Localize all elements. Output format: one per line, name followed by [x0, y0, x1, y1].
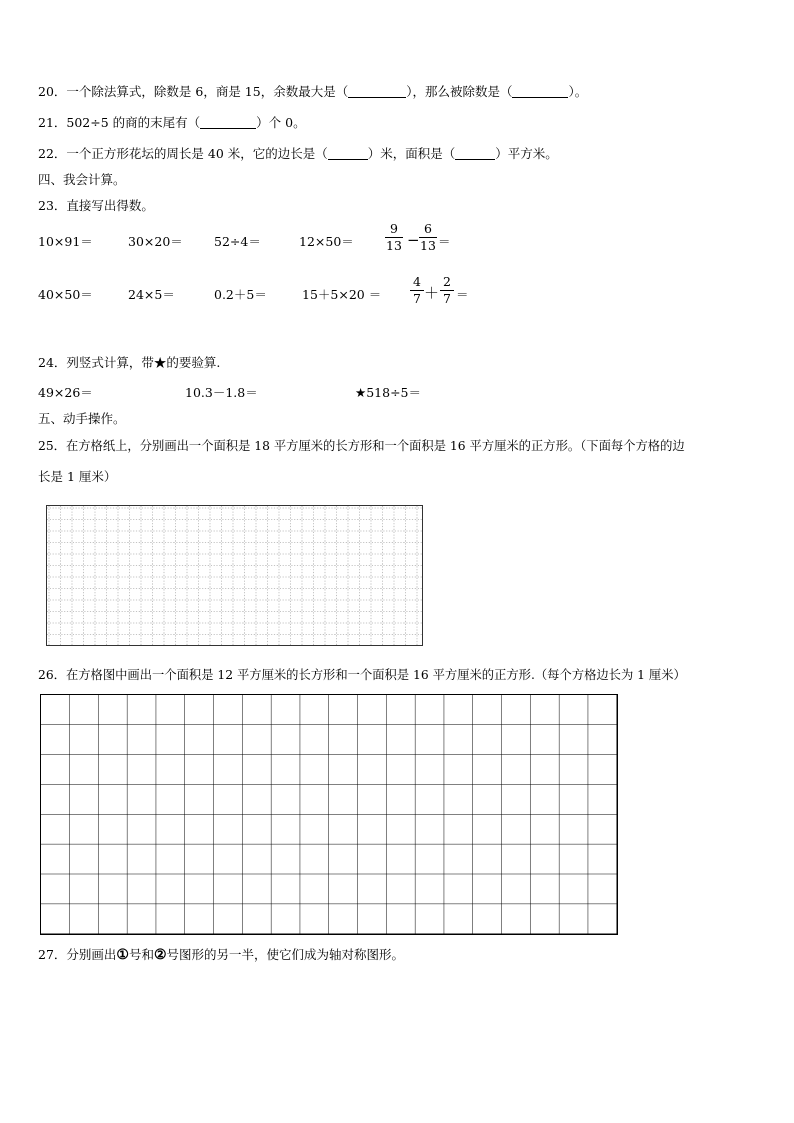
equals-sign: ＝ [438, 234, 451, 249]
question-21-text-a: 21．502÷5 的商的末尾有（ [38, 115, 201, 130]
calc-item: 10.3－1.8＝ [185, 385, 258, 400]
dotted-grid-lines [47, 506, 422, 645]
question-21 [38, 115, 306, 131]
figure-2-mark: ② [153, 947, 167, 963]
question-27-text-c: 号图形的另一半，使它们成为轴对称图形。 [166, 947, 405, 962]
denominator: 13 [420, 238, 436, 253]
square-grid[interactable] [40, 694, 618, 935]
figure-1-mark: ① [116, 947, 129, 963]
answer-blank-20a[interactable] [348, 85, 406, 98]
question-20-text-a: 20．一个除法算式，除数是 6，商是 15，余数最大是（ [38, 84, 349, 99]
denominator: 13 [386, 238, 402, 253]
calc-item: 10×91＝ [38, 234, 93, 249]
section-5-heading: 五、动手操作。 [38, 411, 126, 426]
calc-item: 12×50＝ [299, 234, 354, 249]
question-26: 26．在方格图中画出一个面积是 12 平方厘米的长方形和一个面积是 16 平方厘米的正方形.（每个方格边长为 1 厘米） [38, 668, 686, 682]
answer-blank-22a[interactable] [328, 147, 368, 160]
equals-sign: ＝ [456, 287, 469, 302]
numerator: 6 [424, 221, 432, 236]
question-25-line1: 25．在方格纸上，分别画出一个面积是 18 平方厘米的长方形和一个面积是 16 平方厘米的正方形。（下面每个方格的边 [38, 439, 685, 453]
question-27-text-a: 27．分别画出 [38, 947, 117, 962]
calc-item: 24×5＝ [128, 287, 175, 302]
question-27 [38, 947, 404, 963]
answer-blank-21[interactable] [200, 116, 256, 129]
question-24-title: 24．列竖式计算，带★的要验算. [38, 355, 221, 370]
calc-item: 15＋5×20 ＝ [302, 287, 382, 302]
dotted-grid-paper[interactable] [46, 505, 423, 646]
calc-item: 49×26＝ [38, 385, 93, 400]
question-21-text-b: ）个 0。 [256, 115, 306, 130]
denominator: 7 [413, 291, 421, 306]
minus-sign: − [407, 231, 420, 249]
question-23-title: 23．直接写出得数。 [38, 198, 154, 213]
calc-item: 30×20＝ [128, 234, 183, 249]
numerator: 9 [390, 221, 398, 236]
answer-blank-22b[interactable] [455, 147, 495, 160]
calc-item: ★518÷5＝ [355, 385, 421, 400]
question-27-text-b: 号和 [128, 947, 154, 962]
question-25-line2: 长是 1 厘米） [38, 469, 117, 484]
question-20 [38, 84, 587, 100]
fraction [440, 275, 454, 306]
question-22 [38, 146, 558, 162]
question-22-text-c: ）平方米。 [495, 146, 558, 161]
plus-sign: ＋ [424, 284, 440, 302]
calc-item: 52÷4＝ [214, 234, 261, 249]
section-4-heading: 四、我会计算。 [38, 172, 126, 187]
numerator: 2 [443, 274, 451, 289]
denominator: 7 [443, 291, 451, 306]
square-grid-lines [41, 695, 617, 934]
calc-item: 0.2＋5＝ [214, 287, 267, 302]
question-20-text-b: ），那么被除数是（ [406, 84, 513, 99]
fraction [385, 222, 403, 253]
fraction [410, 275, 424, 306]
question-22-text-a: 22．一个正方形花坛的周长是 40 米，它的边长是（ [38, 146, 328, 161]
question-20-text-c: ）。 [568, 84, 588, 99]
calc-item: 40×50＝ [38, 287, 93, 302]
answer-blank-20b[interactable] [512, 85, 568, 98]
question-22-text-b: ）米，面积是（ [367, 146, 456, 161]
fraction [419, 222, 437, 253]
numerator: 4 [413, 274, 421, 289]
